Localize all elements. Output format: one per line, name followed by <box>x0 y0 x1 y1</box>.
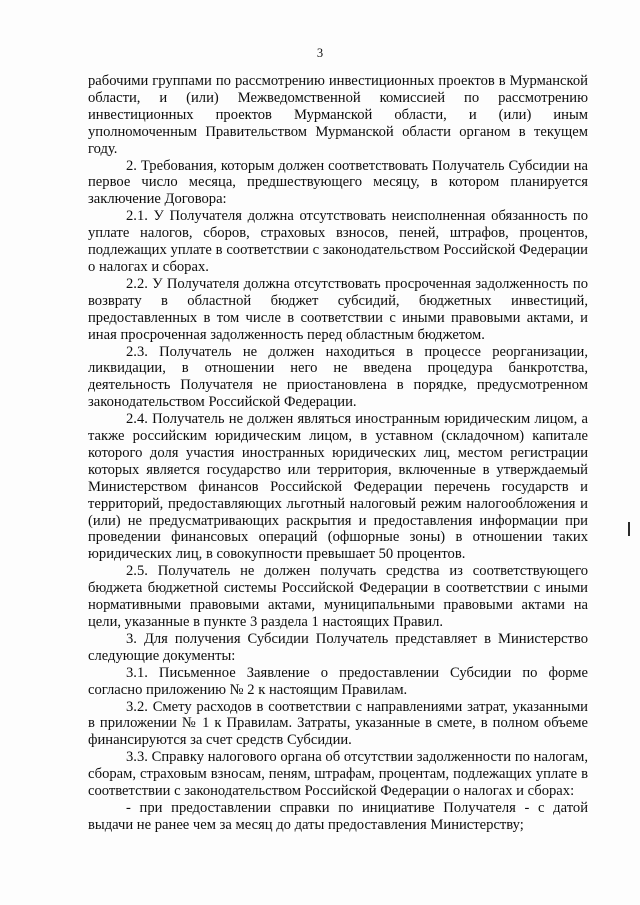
paragraph-2-4: 2.4. Получатель не должен являться иностранным юридическим лицом, а также российским юридическим лицом, в уставном (складочном) капитале которого доля участия иностранных юридических лиц, местом регистрации которых является государство или территория, включенные в утверждаемый Министерством финансов Российской Федерации перечень государств и территорий, предоставляющих льготный налоговый режим налогообложения и (или) не предусматривающих раскрытия и предоставления информации при проведении финансовых операций (офшорные зоны) в отношении таких юридических лиц, в совокупности превышает 50 процентов. <box>88 411 588 563</box>
paragraph-2-2: 2.2. У Получателя должна отсутствовать просроченная задолженность по возврату в областной бюджет субсидий, бюджетных инвестиций, предоставленных в том числе в соответствии с иными правовыми актами, и иная просроченная задолженность перед областным бюджетом. <box>88 275 588 343</box>
page-number: 3 <box>316 46 324 60</box>
paragraph-2-5: 2.5. Получатель не должен получать средства из соответствующего бюджета бюджетной системы Российской Федерации в соответствии с иными нормативными правовыми актами, муниципальными правовыми актами на цели, указанные в пункте 3 раздела 1 настоящих Правил. <box>88 563 588 630</box>
paragraph-3-3: 3.3. Справку налогового органа об отсутствии задолженности по налогам, сборам, страховым взносам, пеням, штрафам, процентам, подлежащих уплате в соответствии с законодательством Российской Федерации о налогах и сборах: <box>88 749 588 800</box>
document-body <box>88 73 588 834</box>
paragraph-list-item: - при предоставлении справки по инициативе Получателя - с датой выдачи не ранее чем за месяц до даты предоставления Министерству; <box>88 799 588 833</box>
paragraph-2-3: 2.3. Получатель не должен находиться в процессе реорганизации, ликвидации, в отношении него не введена процедура банкротства, деятельность Получателя не приостановлена в порядке, предусмотренном законодательством Российской Федерации. <box>88 343 588 411</box>
paragraph-3: 3. Для получения Субсидии Получатель представляет в Министерство следующие документы: <box>88 630 588 664</box>
paragraph-2: 2. Требования, которым должен соответствовать Получатель Субсидии на первое число месяца, предшествующего месяцу, в котором планируется заключение Договора: <box>88 157 588 208</box>
paragraph-3-1: 3.1. Письменное Заявление о предоставлении Субсидии по форме согласно приложению № 2 к настоящим Правилам. <box>88 664 588 698</box>
paragraph-3-2: 3.2. Смету расходов в соответствии с направлениями затрат, указанными в приложении № 1 к Правилам. Затраты, указанные в смете, в полном объеме финансируются за счет средств Субсидии. <box>88 698 588 749</box>
paragraph-continuation: рабочими группами по рассмотрению инвестиционных проектов в Мурманской области, и (или) Межведомственной комиссией по рассмотрению инвестиционных проектов Мурманской области, и (или) иным уполномоченным Правительством Мурманской области органом в текущем году. <box>88 73 588 157</box>
scan-mark <box>628 522 630 536</box>
paragraph-2-1: 2.1. У Получателя должна отсутствовать неисполненная обязанность по уплате налогов, сборов, страховых взносов, пеней, штрафов, процентов, подлежащих уплате в соответствии с законодательством Российской Федерации о налогах и сборах. <box>88 208 588 275</box>
